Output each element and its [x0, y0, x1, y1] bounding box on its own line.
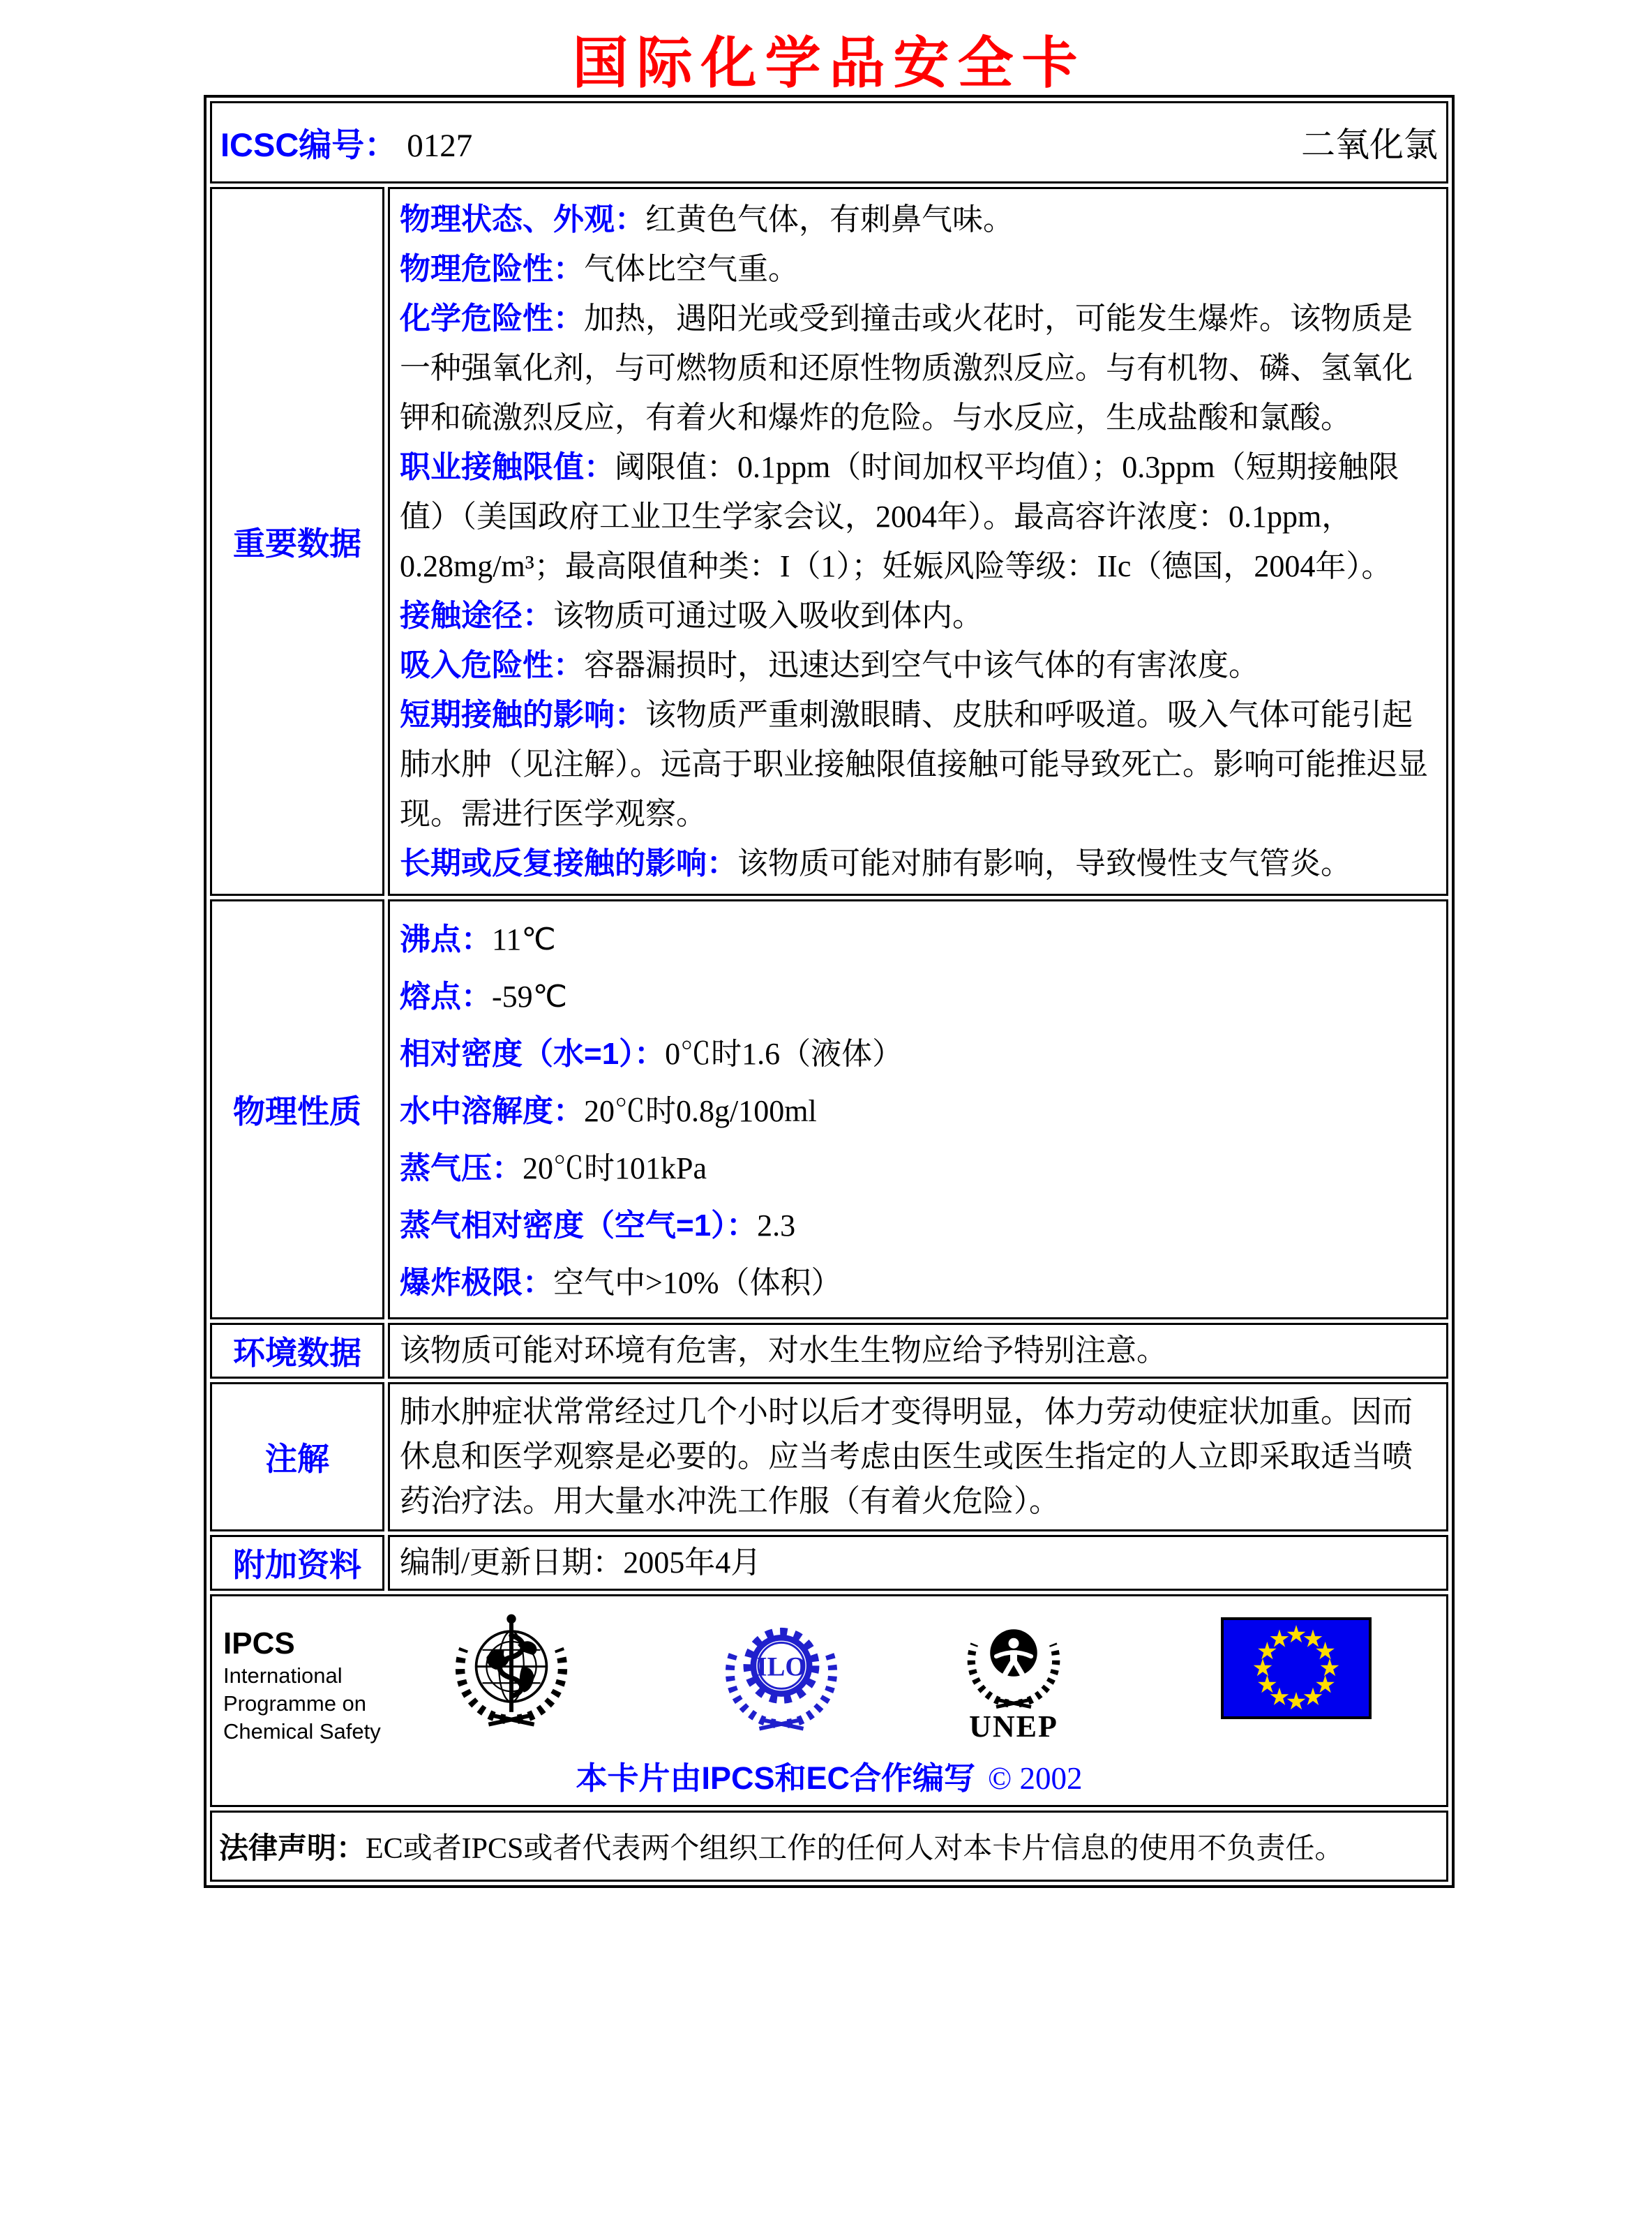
field-label: 蒸气压：	[400, 1151, 523, 1185]
field-label: 接触途径：	[400, 599, 553, 633]
icsc-number-value: 0127	[407, 127, 473, 164]
credit-text: 本卡片由IPCS和EC合作编写	[576, 1760, 976, 1796]
important-data-item	[400, 839, 1436, 888]
ipcs-line: International	[223, 1663, 343, 1688]
physical-property-item	[400, 1083, 1436, 1140]
field-value: 20℃时0.8g/100ml	[584, 1094, 817, 1128]
icsc-number-label: ICSC编号：	[220, 126, 398, 163]
field-label: 职业接触限值：	[400, 450, 615, 484]
important-data-item	[400, 591, 1436, 640]
physical-property-item	[400, 911, 1436, 968]
row-label-physical-properties: 物理性质	[210, 899, 384, 1319]
important-data-item	[400, 195, 1436, 244]
row-label-important-data: 重要数据	[210, 187, 384, 896]
physical-properties-content	[388, 899, 1448, 1319]
additional-info-content	[388, 1535, 1448, 1591]
field-value: 容器漏损时，迅速达到空气中该气体的有害浓度。	[584, 648, 1259, 682]
field-label: 爆炸极限：	[400, 1266, 553, 1300]
credit-line	[219, 1753, 1439, 1798]
ipcs-acronym: IPCS	[223, 1626, 295, 1661]
ilo-logo-text: ILO	[756, 1652, 806, 1682]
field-label: 熔点：	[400, 980, 492, 1014]
icsc-number-field	[220, 119, 472, 166]
field-value: 2.3	[757, 1208, 796, 1243]
row-additional-info	[210, 1535, 1448, 1591]
environmental-data-content	[388, 1323, 1448, 1379]
physical-property-item	[400, 1197, 1436, 1254]
row-physical-properties	[210, 899, 1448, 1319]
field-label: 沸点：	[400, 922, 492, 957]
row-legal	[210, 1811, 1448, 1882]
field-label: 物理危险性：	[400, 252, 584, 286]
safety-card-table	[204, 95, 1455, 1888]
unep-logo-block	[961, 1608, 1066, 1742]
page-title: 国际化学品安全卡	[572, 32, 1086, 94]
physical-property-item	[400, 968, 1436, 1026]
field-value: -59℃	[492, 980, 568, 1014]
field-label: 相对密度（水=1）：	[400, 1037, 666, 1071]
field-value: 气体比空气重。	[584, 252, 799, 286]
eu-flag-icon	[1221, 1617, 1372, 1723]
field-value: 该物质可能对肺有影响，导致慢性支气管炎。	[737, 846, 1351, 881]
row-footer	[210, 1594, 1448, 1807]
field-label: 吸入危险性：	[400, 648, 584, 682]
important-data-item	[400, 442, 1436, 591]
ipcs-line: Programme on	[223, 1691, 367, 1716]
field-value: 20℃时101kPa	[523, 1151, 707, 1185]
ipcs-text-block	[223, 1608, 391, 1746]
row-notes	[210, 1382, 1448, 1531]
row-label-notes: 注解	[210, 1382, 384, 1531]
physical-property-item	[400, 1026, 1436, 1083]
important-data-item	[400, 640, 1436, 690]
notes-content	[388, 1382, 1448, 1531]
footer-logos	[219, 1608, 1439, 1746]
important-data-item	[400, 244, 1436, 294]
legal-statement	[210, 1811, 1448, 1882]
row-environmental-data	[210, 1323, 1448, 1379]
legal-label: 法律声明：	[219, 1831, 366, 1864]
chemical-name: 二氧化氯	[1300, 126, 1438, 164]
field-label: 物理状态、外观：	[400, 202, 645, 237]
copyright-text: © 2002	[988, 1761, 1083, 1796]
ilo-logo-icon	[721, 1612, 841, 1735]
row-label-additional-info: 附加资料	[210, 1535, 384, 1591]
field-value: 加热，遇阳光或受到撞击或火花时，可能发生爆炸。该物质是一种强氧化剂，与可燃物质和还原性物质激烈反应。与有机物、磷、氢氧化钾和硫激烈反应，有着火和爆炸的危险。与水反应，生成盐酸和氯酸。	[400, 301, 1413, 435]
field-value: 阈限值：0.1ppm（时间加权平均值）；0.3ppm（短期接触限值）（美国政府工业卫生学家会议，2004年）。最高容许浓度：0.1ppm，0.28mg/m³；最高限值种类：I（1）；妊娠风险等级：IIc（德国，2004年）。	[400, 450, 1399, 583]
field-label: 蒸气相对密度（空气=1）：	[400, 1208, 758, 1243]
ipcs-line: Chemical Safety	[223, 1719, 381, 1744]
unep-logo-text: UNEP	[969, 1709, 1058, 1744]
field-value: 红黄色气体，有刺鼻气味。	[645, 202, 1014, 237]
row-important-data	[210, 187, 1448, 896]
field-value: 0℃时1.6（液体）	[665, 1037, 903, 1071]
legal-text: EC或者IPCS或者代表两个组织工作的任何人对本卡片信息的使用不负责任。	[366, 1833, 1344, 1865]
field-label: 水中溶解度：	[400, 1094, 584, 1128]
field-label: 长期或反复接触的影响：	[400, 846, 737, 881]
physical-property-item	[400, 1254, 1436, 1312]
field-value: 空气中>10%（体积）	[553, 1266, 842, 1300]
important-data-content	[388, 187, 1448, 896]
field-label: 短期接触的影响：	[400, 698, 645, 732]
additional-info-text: 编制/更新日期：2005年4月	[400, 1545, 762, 1580]
field-label: 化学危险性：	[400, 301, 584, 336]
important-data-item	[400, 690, 1436, 839]
physical-property-item	[400, 1140, 1436, 1197]
field-value: 11℃	[492, 922, 556, 957]
environmental-data-text: 该物质可能对环境有危害，对水生生物应给予特别注意。	[400, 1333, 1167, 1367]
notes-text: 肺水肿症状常常经过几个小时以后才变得明显，体力劳动使症状加重。因而休息和医学观察是必要的。应当考虑由医生或医生指定的人立即采取适当喷药治疗法。用大量水冲洗工作服（有着火危险）。	[400, 1395, 1413, 1518]
row-label-environmental-data: 环境数据	[210, 1323, 384, 1379]
important-data-item	[400, 294, 1436, 442]
field-value: 该物质严重刺激眼睛、皮肤和呼吸道。吸入气体可能引起肺水肿（见注解）。远高于职业接触限值接触可能导致死亡。影响可能推迟显现。需进行医学观察。	[400, 698, 1428, 831]
field-value: 该物质可通过吸入吸收到体内。	[553, 599, 983, 633]
who-logo-icon	[449, 1608, 573, 1735]
header-row	[210, 101, 1448, 183]
